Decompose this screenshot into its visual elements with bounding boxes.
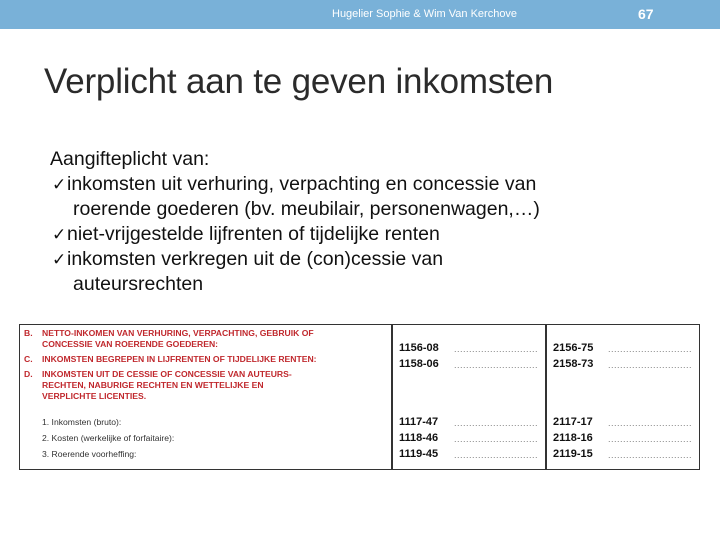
form-code: 1117-47 xyxy=(399,416,439,428)
section-text: VERPLICHTE LICENTIES. xyxy=(42,391,147,401)
bullet-text: inkomsten verkregen uit de (con)cessie van xyxy=(67,248,444,270)
sub-item-text: 2. Kosten (werkelijke of forfaitaire): xyxy=(42,433,175,443)
check-icon: ✓ xyxy=(52,250,67,269)
form-code: 2119-15 xyxy=(553,448,593,460)
form-labels xyxy=(20,325,394,469)
section-text: NETTO-INKOMEN VAN VERHURING, VERPACHTING, GEBRUIK OF xyxy=(42,328,314,338)
form-code: 1158-06 xyxy=(399,358,439,370)
input-dots: ............................ xyxy=(454,450,539,460)
form-code: 1119-45 xyxy=(399,448,439,460)
page-number: 67 xyxy=(638,6,654,22)
input-dots: ............................ xyxy=(608,344,693,354)
form-code: 2156-75 xyxy=(553,342,594,354)
slide-title: Verplicht aan te geven inkomsten xyxy=(44,62,554,101)
bullet-text: niet-vrijgestelde lijfrenten of tijdelijke renten xyxy=(67,223,440,245)
sub-item-text: 1. Inkomsten (bruto): xyxy=(42,417,122,427)
form-code: 2118-16 xyxy=(553,432,593,444)
bullet-item xyxy=(50,247,690,272)
section-letter: C. xyxy=(24,354,33,364)
form-code: 2117-17 xyxy=(553,416,593,428)
sub-item-text: 3. Roerende voorheffing: xyxy=(42,449,137,459)
form-divider xyxy=(545,325,547,469)
bullet-item xyxy=(50,172,690,197)
check-icon: ✓ xyxy=(52,225,67,244)
bullet-continuation: roerende goederen (bv. meubilair, personenwagen,…) xyxy=(73,198,540,220)
input-dots: ............................ xyxy=(608,360,693,370)
form-code: 2158-73 xyxy=(553,358,594,370)
section-text: INKOMSTEN BEGREPEN IN LIJFRENTEN OF TIJDELIJKE RENTEN: xyxy=(42,354,317,364)
bullet-continuation: auteursrechten xyxy=(73,273,204,295)
section-letter: D. xyxy=(24,369,33,379)
tax-form-excerpt xyxy=(19,324,700,470)
intro-text: Aangifteplicht van: xyxy=(50,148,210,170)
section-text: CONCESSIE VAN ROERENDE GOEDEREN: xyxy=(42,339,219,349)
input-dots: ............................ xyxy=(454,360,539,370)
input-dots: ............................ xyxy=(454,344,539,354)
input-dots: ............................ xyxy=(608,450,693,460)
form-code: 1118-46 xyxy=(399,432,439,444)
slide-body xyxy=(50,147,690,297)
section-text: RECHTEN, NABURIGE RECHTEN EN WETTELIJKE EN xyxy=(42,380,264,390)
input-dots: ............................ xyxy=(608,418,693,428)
input-dots: ............................ xyxy=(454,434,539,444)
input-dots: ............................ xyxy=(608,434,693,444)
bullet-text: inkomsten uit verhuring, verpachting en concessie van xyxy=(67,173,537,195)
form-code: 1156-08 xyxy=(399,342,439,354)
bullet-item xyxy=(50,222,690,247)
header-authors: Hugelier Sophie & Wim Van Kerchove xyxy=(332,8,518,20)
section-letter: B. xyxy=(24,328,33,338)
form-divider xyxy=(391,325,393,469)
section-text: INKOMSTEN UIT DE CESSIE OF CONCESSIE VAN AUTEURS- xyxy=(42,369,292,379)
check-icon: ✓ xyxy=(52,175,67,194)
input-dots: ............................ xyxy=(454,418,539,428)
